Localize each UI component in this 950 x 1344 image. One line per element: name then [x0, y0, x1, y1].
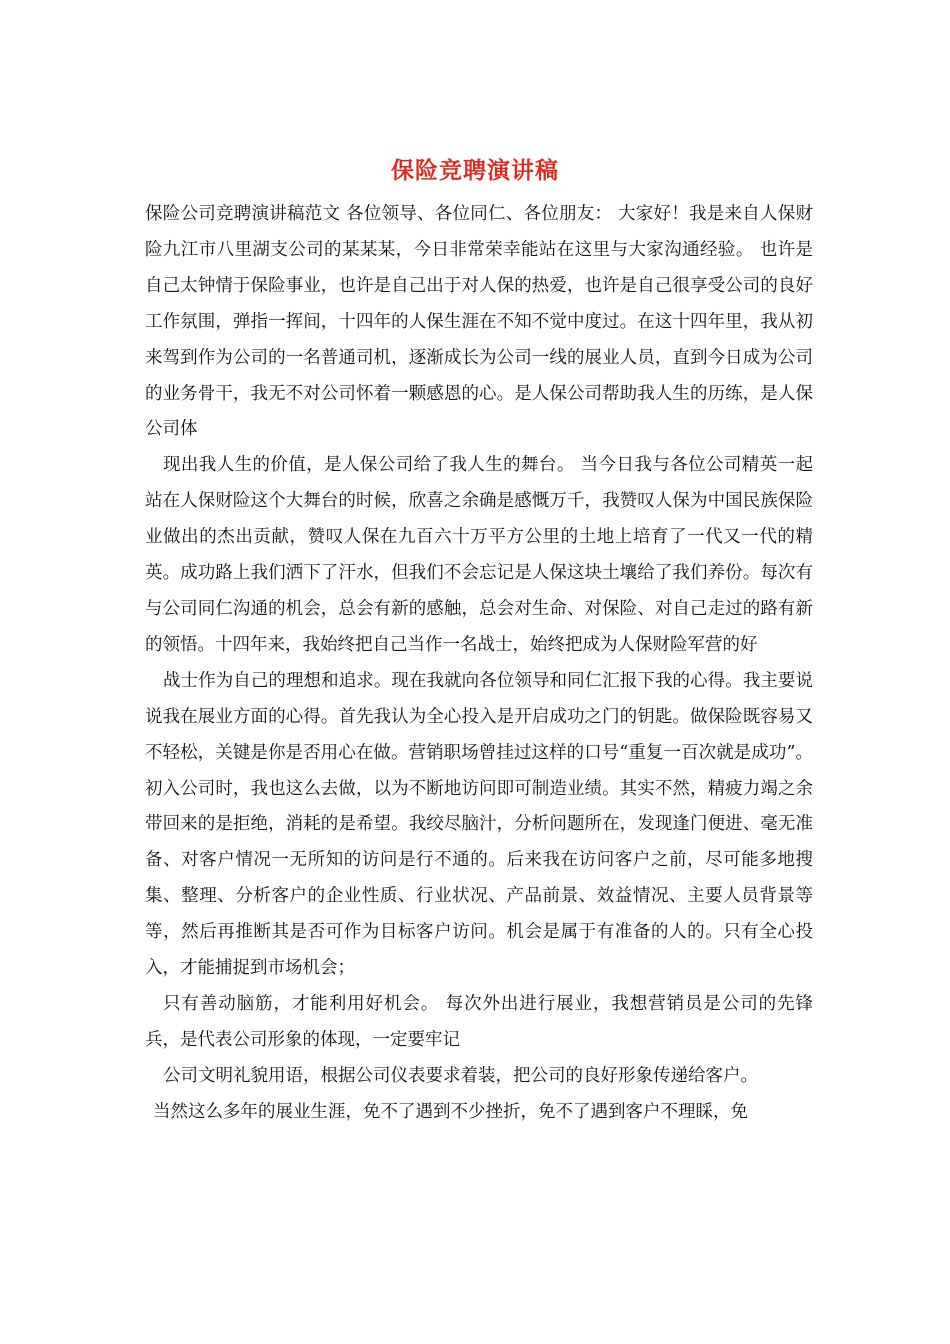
paragraph-1: 保险公司竞聘演讲稿范文 各位领导、各位同仁、各位朋友： 大家好！我是来自人保财险九江市八里湖支公司的某某某，今日非常荣幸能站在这里与大家沟通经验。 也许是自己太钟情于保险事业，也许是自己出于对人保的热爱，也许是自己很享受公司的良好工作氛围，弹指一挥间，十四年的人保生涯在不知不觉中度过。在这十四年里，我从初来驾到作为公司的一名普通司机，逐渐成长为公司一线的展业人员，直到今日成为公司的业务骨干，我无不对公司怀着一颗感恩的心。是人保公司帮助我人生的历练，是人保公司体 [145, 204, 813, 440]
document-title: 保险竞聘演讲稿 [391, 157, 559, 184]
paragraph-3: 战士作为自己的理想和追求。现在我就向各位领导和同仁汇报下我的心得。我主要说说我在展业方面的心得。首先我认为全心投入是开启成功之门的钥匙。做保险既容易又不轻松，关键是你是否用心在做。营销职场曾挂过这样的口号“重复一百次就是成功”。初入公司时，我也这么去做，以为不断地访问即可制造业绩。其实不然，精疲力竭之余带回来的是拒绝，消耗的是希望。我绞尽脑汁，分析问题所在，发现逢门便进、毫无准备、对客户情况一无所知的访问是行不通的。后来我在访问客户之前，尽可能多地搜集、整理、分析客户的企业性质、行业状况、产品前景、效益情况、主要人员背景等等，然后再推断其是否可作为目标客户访问。机会是属于有准备的人的。只有全心投入，才能捕捉到市场机会； [145, 670, 813, 979]
paragraph-2: 现出我人生的价值，是人保公司给了我人生的舞台。 当今日我与各位公司精英一起站在人保财险这个大舞台的时候，欣喜之余确是感慨万千，我赞叹人保为中国民族保险业做出的杰出贡献，赞叹人保在九百六十万平方公里的土地上培育了一代又一代的精英。成功路上我们洒下了汗水，但我们不会忘记是人保这块土壤给了我们养份。每次有与公司同仁沟通的机会，总会有新的感触，总会对生命、对保险、对自己走过的路有新的领悟。十四年来，我始终把自己当作一名战士，始终把成为人保财险军营的好 [145, 455, 813, 655]
paragraph-6: 当然这么多年的展业生涯，免不了遇到不少挫折，免不了遇到客户不理睬，免 [153, 1101, 748, 1122]
paragraph-5: 公司文明礼貌用语，根据公司仪表要求着装，把公司的良好形象传递给客户。 [163, 1065, 758, 1086]
document-body [145, 197, 813, 1131]
paragraph-4: 只有善动脑筋，才能利用好机会。 每次外出进行展业，我想营销员是公司的先锋兵，是代表公司形象的体现，一定要牢记 [145, 993, 813, 1050]
